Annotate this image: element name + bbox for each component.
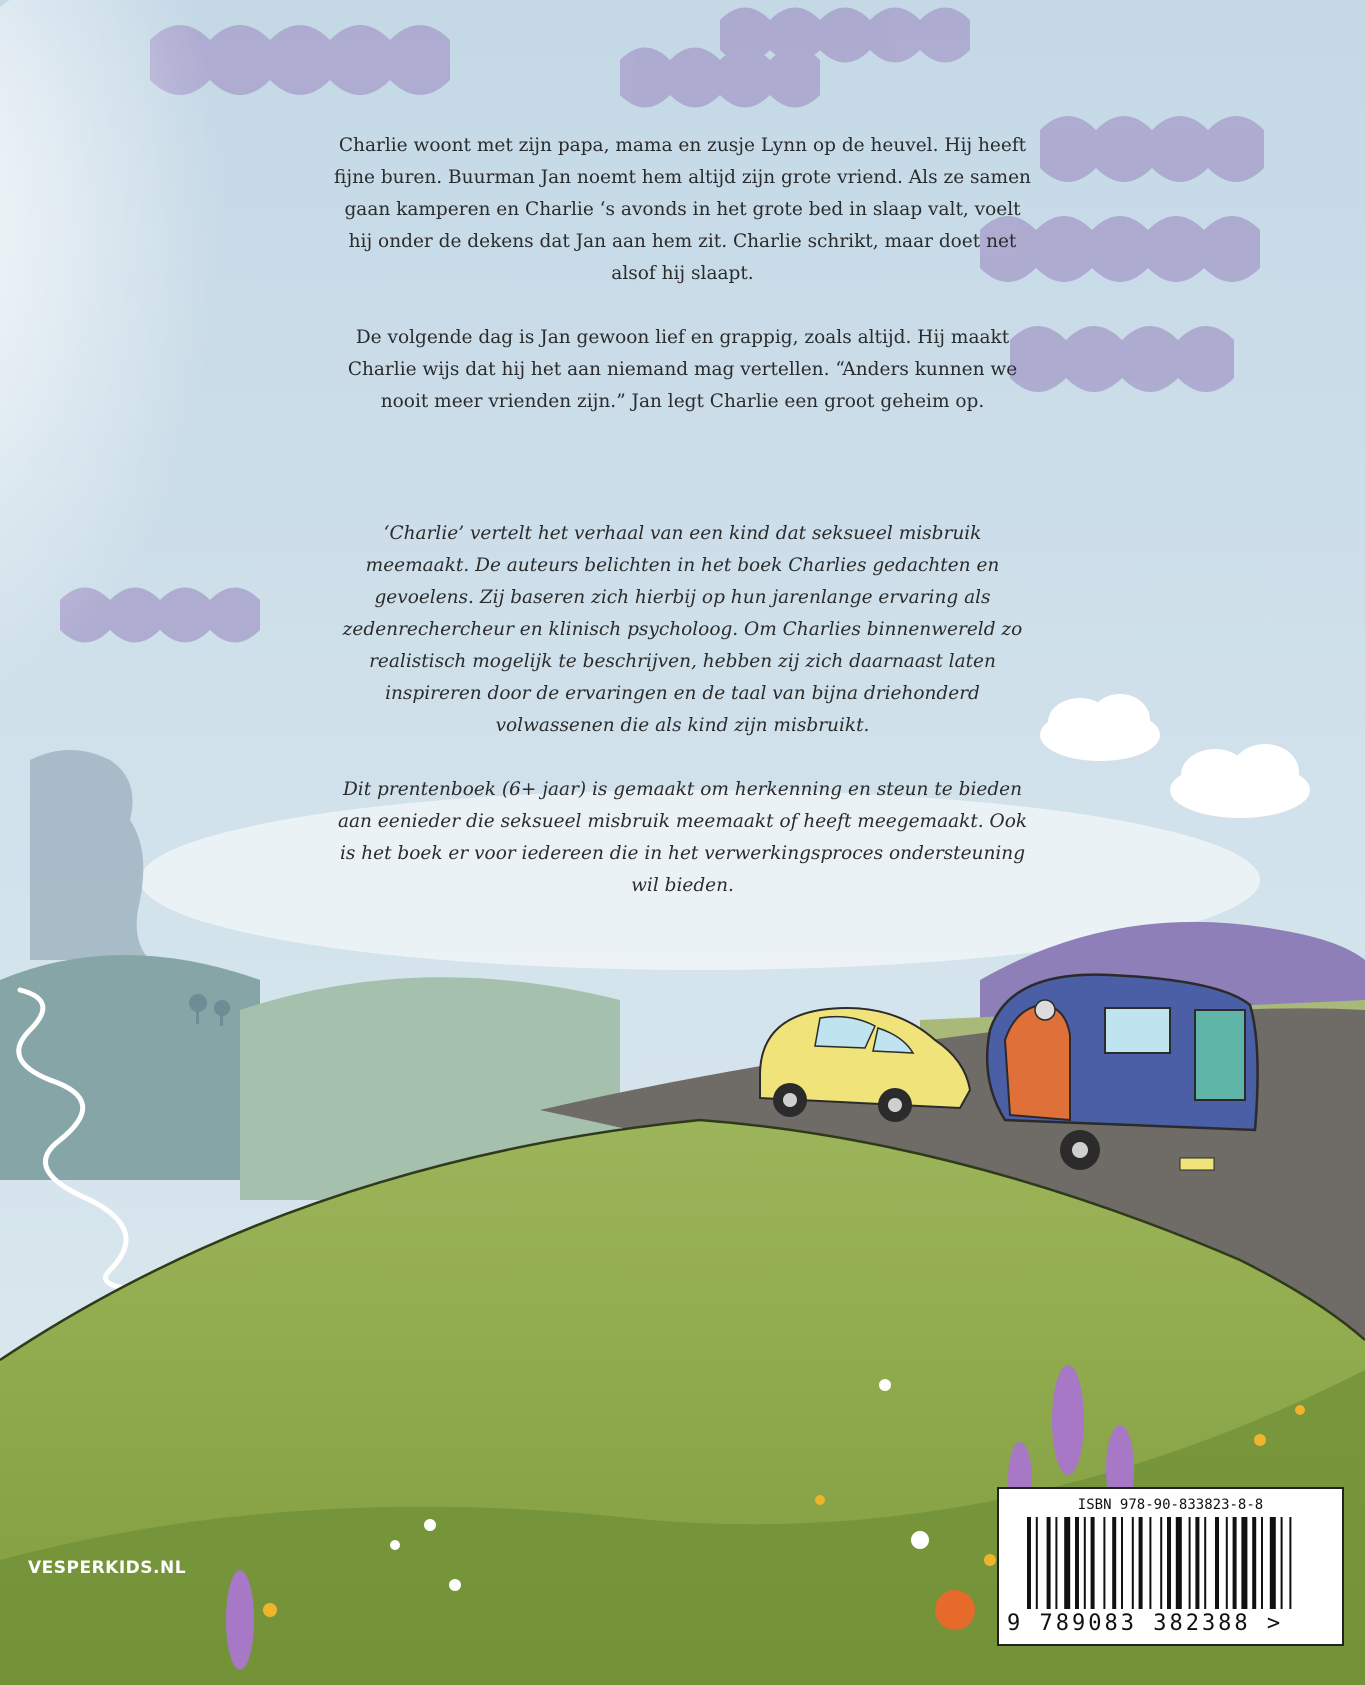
publisher-website: VESPERKIDS.NL	[28, 1558, 187, 1578]
intro-paragraph-2: De volgende dag is Jan gewoon lief en grappig, zoals altijd. Hij maakt Charlie wijs dat hij het aan niemand mag vertellen. “Anders kunnen we nooit meer vrienden zijn.” Jan legt Charlie een groot geheim op.	[347, 327, 1018, 412]
book-blurb	[330, 518, 1035, 902]
isbn-label: ISBN 978-90-833823-8-8	[1077, 1497, 1264, 1513]
isbn-barcode	[997, 1487, 1344, 1646]
orange-flower	[935, 1590, 975, 1630]
hill-far-left	[0, 955, 260, 1180]
barcode-digits: 9 789083 382388 >	[1007, 1611, 1284, 1636]
blurb-paragraph-1: ‘Charlie’ vertelt het verhaal van een kind dat seksueel misbruik meemaakt. De auteurs belichten in het boek Charlies gedachten en gevoelens. Zij baseren zich hierbij op hun jarenlange ervaring als zedenrechercheur en klinisch psycholoog. Om Charlies binnenwereld zo realistisch mogelijk te beschrijven, hebben zij zich daarnaast laten inspireren door de ervaringen en de taal van bijna driehonderd volwassenen die als kind zijn misbruikt.	[342, 523, 1023, 736]
intro-text	[330, 130, 1035, 418]
intro-paragraph-1: Charlie woont met zijn papa, mama en zusje Lynn op de heuvel. Hij heeft fijne buren. Buurman Jan noemt hem altijd zijn grote vriend. Als ze samen gaan kamperen en Charlie ‘s avonds in het grote bed in slaap valt, voelt hij onder de dekens dat Jan aan hem zit. Charlie schrikt, maar doet net alsof hij slaapt.	[334, 135, 1031, 284]
barcode-bars	[1009, 1517, 1332, 1609]
blurb-paragraph-2: Dit prentenboek (6+ jaar) is gemaakt om herkenning en steun te bieden aan eenieder die seksueel misbruik meemaakt of heeft meegemaakt. Ook is het boek er voor iedereen die in het verwerkingsproces ondersteuning wil bieden.	[337, 779, 1028, 896]
